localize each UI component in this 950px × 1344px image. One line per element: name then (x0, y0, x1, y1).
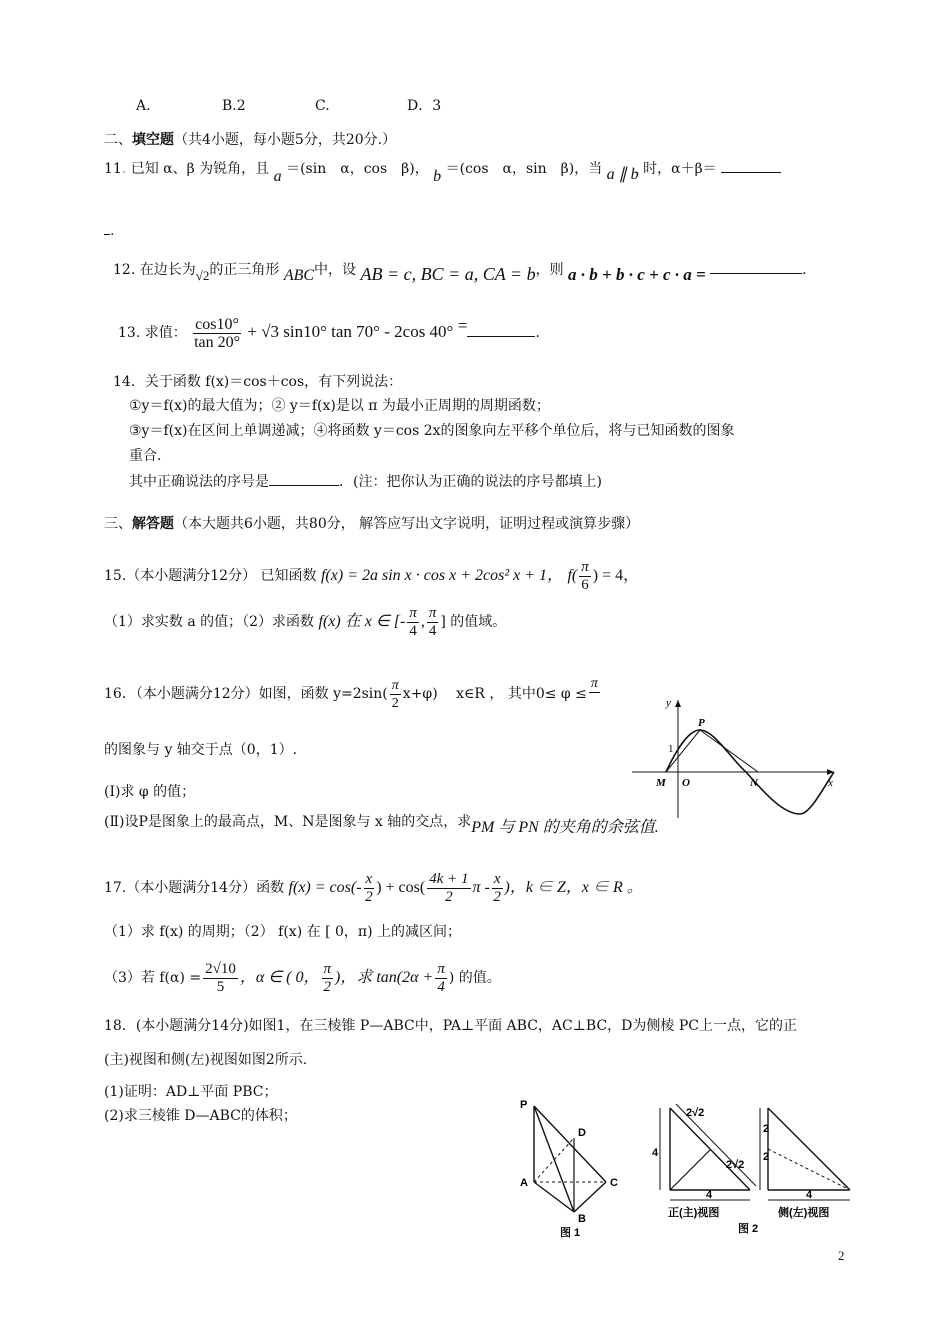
q16-frac-num: π (391, 677, 399, 693)
x-label: x (828, 777, 833, 789)
q11 (104, 158, 781, 185)
q13-expression: + √3 sin10° tan 70° - 2cos 40° (247, 322, 454, 341)
q11-tail: . (110, 223, 115, 239)
section2-note: （共4小题，每小题5分，共20分.） (174, 132, 397, 148)
q17-frac3 (492, 871, 503, 906)
q13-tail: . (535, 325, 540, 341)
q15-function: f(x) = 2a sin x · cos x + 2cos² x + 1， (320, 567, 564, 584)
fig2-label-bottom4: 4 (706, 1189, 713, 1201)
q15-comma: , (420, 613, 425, 630)
q11-vec-b: b (433, 168, 442, 185)
q11-text2: ＝(sin α，cos β)， (286, 161, 429, 177)
q17-frac4-num: 2√10 (205, 960, 236, 977)
section3-number: 三、 (104, 516, 132, 532)
fig1-label-b: B (578, 1213, 586, 1225)
q16-line3: (Ⅰ)求 φ 的值； (104, 784, 196, 800)
q18-line3: (1)证明：AD⊥平面 PBC； (104, 1084, 278, 1100)
q17-line1-a: 17.（本小题满分14分）函数 (104, 880, 285, 896)
q15-frac-a (407, 605, 419, 640)
q13-answer-blank[interactable] (467, 322, 535, 337)
fig2-side-4: 4 (806, 1189, 813, 1201)
q13-equals: = (457, 316, 468, 335)
q15-line1 (104, 556, 639, 596)
q12 (113, 258, 807, 284)
q17-line3-a: （3）若 f(α) = (104, 970, 202, 986)
q17-line3-b: ，α ∈ ( 0， (239, 969, 320, 986)
q17-frac2 (427, 871, 470, 906)
section2-heading (104, 130, 396, 150)
q14-line1: 14．关于函数 f(x)＝cos＋cos，有下列说法： (113, 374, 403, 390)
q12-number: 12. (113, 262, 136, 278)
q18-line1: 18．(本小题满分14分)如图1，在三棱锥 P—ABC中，PA⊥平面 ABC，AC⊥BC，D为侧棱 PC上一点，它的正 (104, 1018, 797, 1034)
fig2-side-2b: 2 (763, 1151, 770, 1163)
q13-fraction (193, 316, 241, 351)
q13-text1: 求值： (144, 325, 187, 341)
q15-frac-a-den: 4 (409, 622, 417, 639)
q16-frac-pi (589, 675, 600, 693)
q16-line2: 的图象与 y 轴交于点（0，1）. (104, 742, 298, 758)
q13-number: 13. (118, 325, 141, 341)
q17-frac2-num: 4k + 1 (429, 870, 469, 887)
q17-frac6-num: π (437, 960, 445, 977)
origin-label: O (682, 777, 690, 789)
section3-heading (104, 514, 639, 534)
q17-frac3-num: x (493, 870, 501, 887)
q14-line3: ③y＝f(x)在区间上单调递减；④将函数 y＝cos 2x的图象向左平移个单位后，将与已知函数的图象 (129, 423, 735, 439)
q14-line5-a: 其中正确说法的序号是 (129, 474, 269, 490)
page-number: 2 (838, 1248, 845, 1263)
q12-text2: 的正三角形 (209, 262, 280, 278)
q11-text3: ＝(cos α，sin β)，当 (445, 161, 603, 177)
q15-frac-b (427, 605, 439, 640)
q15-line2-a: （1）求实数 a 的值；（2）求函数 (104, 614, 315, 630)
q16-sine-graph (622, 690, 842, 820)
section2-title: 填空题 (132, 132, 174, 148)
choice-d: D．3 (407, 98, 442, 114)
section2-number: 二、 (104, 132, 132, 148)
q16-line1-b: x+φ) x∈R ， 其中0≤ φ ≤ (402, 686, 587, 702)
q12-answer-blank[interactable] (710, 259, 802, 274)
q15-line1-a: 15.（本小题满分12分） 已知函数 (104, 568, 317, 584)
q14-answer-blank[interactable] (269, 471, 339, 486)
fig2-front-caption: 正(主)视图 (668, 1207, 720, 1219)
q17-line3 (104, 956, 501, 1000)
point-p-label: P (698, 717, 705, 729)
figure2-views (650, 1104, 856, 1244)
q12-abc: ABC (283, 267, 315, 284)
point-m-label: M (656, 777, 666, 789)
q12-tail: . (802, 262, 807, 278)
q15-line2-e: ] 的值域。 (440, 614, 507, 630)
q17-frac5-num: π (323, 960, 332, 977)
q15-condition-close: ) = 4， (592, 567, 640, 584)
q17-line3-c: )，求 tan(2α + (335, 969, 434, 986)
q11-answer-blank[interactable] (721, 158, 781, 173)
q15-condition-open: f( (567, 567, 578, 584)
q11-text1: 已知 α、β 为锐角，且 (130, 161, 270, 177)
q16-line4-a: (Ⅱ)设P是图象上的最高点，M、N是图象与 x 轴的交点，求 (104, 814, 472, 830)
q12-text3: 中，设 (314, 262, 357, 278)
q14-line4: 重合. (129, 448, 162, 464)
fig1-label-p: P (520, 1099, 528, 1111)
q13 (118, 312, 540, 353)
q16-line1-a: 16．（本小题满分12分）如图，函数 y=2sin( (104, 686, 388, 702)
q17-line3-e: ) 的值。 (448, 970, 501, 986)
q17-frac2-den: 2 (445, 888, 453, 905)
y-label: y (666, 697, 671, 709)
q16-frac2-num: π (590, 676, 598, 691)
q14-line5 (129, 471, 602, 492)
fig2-caption: 图 2 (738, 1223, 759, 1235)
q11-dot: . (121, 161, 127, 177)
q17-frac3-den: 2 (493, 888, 501, 905)
point-n-label: N (750, 777, 758, 789)
fig1-label-d: D (578, 1127, 586, 1139)
q17-frac4 (203, 961, 238, 996)
q17-line2: （1）求 f(x) 的周期；（2） f(x) 在 [ 0，π) 上的减区间； (104, 924, 461, 940)
q12-expr: AB = c, BC = a, CA = b (360, 264, 536, 284)
q11-text4: 时，α＋β＝ (643, 161, 717, 177)
q17-frac1 (364, 871, 375, 906)
q13-fraction-num: cos10° (195, 315, 239, 333)
q17-frac4-den: 5 (216, 978, 225, 995)
q16-frac-den: 2 (391, 695, 399, 711)
q16-line1 (104, 674, 602, 714)
q17-frac1-num: x (365, 870, 373, 887)
q14-line5-b: ．(注：把你认为正确的说法的序号都填上) (339, 474, 602, 490)
q15-frac-a-num: π (409, 604, 417, 621)
q15-frac-num: π (581, 558, 589, 575)
q17-line1-f: )，k ∈ Z，x ∈ R 。 (504, 879, 643, 896)
choice-b: B.2 (222, 98, 246, 114)
q11-vec-a: a (273, 168, 282, 185)
q14-line2: ①y＝f(x)的最大值为；② y＝f(x)是以 π 为最小正周期的周期函数； (129, 398, 550, 414)
q17-frac6 (435, 961, 447, 996)
q17-frac6-den: 4 (437, 978, 445, 995)
tick-one-label: 1 (668, 743, 674, 755)
section3-title: 解答题 (132, 516, 174, 532)
q15-frac-pi6 (579, 559, 591, 594)
y-axis-arrow (675, 700, 681, 707)
fig2-label-top: 2√2 (686, 1107, 705, 1119)
q15-frac-den: 6 (581, 576, 589, 593)
q12-text1: 在边长为 (139, 262, 196, 278)
q12-sqrt2: √2 (195, 268, 210, 283)
q15-line2-b: f(x) 在 x ∈ [- (318, 613, 406, 630)
segment-pn (700, 730, 758, 772)
q17-frac5-den: 2 (323, 978, 332, 995)
q15-frac-b-num: π (428, 604, 437, 621)
fig2-side-caption: 侧(左)视图 (778, 1207, 830, 1219)
q15-line2 (104, 602, 506, 642)
q11-parallel: a ∥ b (606, 166, 639, 183)
q16-line4-b: PM 与 PN 的夹角的余弦值. (471, 819, 659, 836)
q17-frac5 (322, 961, 334, 996)
choice-c: C. (315, 98, 330, 114)
section3-note: （本大题共6小题，共80分， 解答应写出文字说明，证明过程或演算步骤） (174, 516, 640, 532)
q11-blank-continuation (104, 220, 114, 241)
fig1-caption: 图 1 (560, 1227, 581, 1239)
q11-number: 11 (104, 161, 122, 177)
q17-line1-b: f(x) = cos(- (288, 879, 362, 896)
fig1-label-a: A (520, 1177, 528, 1189)
q17-line1-c: ) + cos( (376, 879, 426, 896)
q12-expr2: a · b + b · c + c · a = (568, 265, 706, 284)
fig2-side-2a: 2 (763, 1123, 770, 1135)
fig2-label-mid: 2√2 (726, 1159, 745, 1171)
choice-a: A. (136, 98, 151, 114)
q17-frac1-den: 2 (365, 888, 373, 905)
figure1-pyramid (516, 1094, 636, 1244)
q17-line1-e: π - (472, 879, 490, 896)
q18-line4: (2)求三棱锥 D—ABC的体积； (104, 1108, 297, 1124)
fig1-label-c: C (610, 1177, 618, 1189)
fig2-label-left4: 4 (652, 1147, 659, 1159)
q18-line2: (主)视图和侧(左)视图如图2所示. (104, 1052, 308, 1068)
q16-line4 (104, 812, 659, 836)
q12-text4: ，则 (535, 262, 564, 278)
q16-frac-pi2 (390, 677, 401, 712)
q15-frac-b-den: 4 (428, 622, 437, 639)
q17-line1 (104, 866, 643, 910)
q13-fraction-den: tan 20° (194, 333, 241, 351)
